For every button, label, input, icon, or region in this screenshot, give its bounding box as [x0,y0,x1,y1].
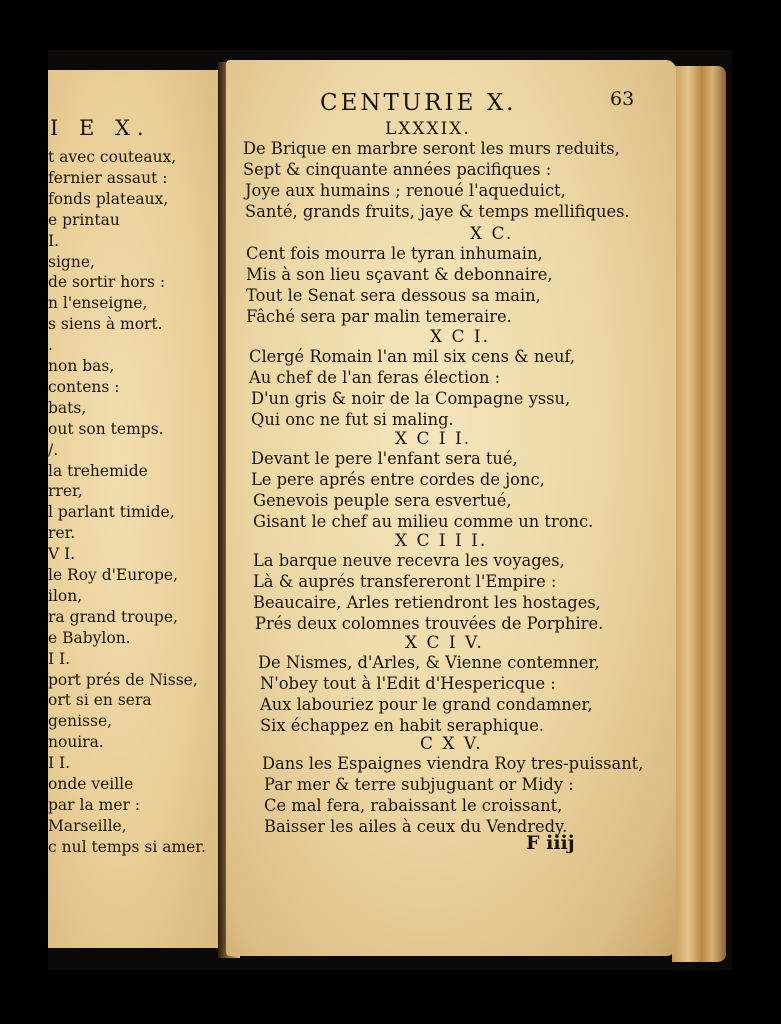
quatrain-number: LXXXIX. [385,119,471,139]
verse-line: Cent fois mourra le tyran inhumain, [246,244,543,263]
left-page-line: rrer, [48,482,83,501]
left-page-line: non bas, [48,357,115,375]
left-page-line: contens : [48,377,120,396]
page-edges [672,66,726,962]
verse-line: Là & auprés transfereront l'Empire : [253,572,557,591]
verse-line: La barque neuve recevra les voyages, [253,551,565,570]
left-page-line: I I. [48,649,71,668]
left-page-line: . [48,336,53,355]
verse-line: Par mer & terre subjuguant or Midy : [264,775,574,794]
left-page-line: par la mer : [48,795,141,814]
verse-line: Mis à son lieu sçavant & debonnaire, [246,265,553,284]
verse-line: Devant le pere l'enfant sera tué, [251,449,518,468]
left-page-line: n l'enseigne, [48,294,148,313]
verse-line: D'un gris & noir de la Compagne yssu, [251,389,571,408]
left-page [48,70,229,948]
printer-signature: F iiij [526,832,575,854]
left-page-line: V I. [48,545,76,564]
left-page-line: Marseille, [48,816,127,835]
verse-line: De Brique en marbre seront les murs reduits, [243,139,620,158]
left-page-line: e Babylon. [48,628,131,647]
verse-line: De Nismes, d'Arles, & Vienne contemner, [258,653,600,672]
verse-line: Le pere aprés entre cordes de jonc, [251,470,545,489]
verse-line: Beaucaire, Arles retiendront les hostages, [253,593,601,612]
verse-line: Clergé Romain l'an mil six cens & neuf, [249,347,576,366]
verse-line: Qui onc ne fut si maling. [251,410,454,429]
left-page-line: onde veille [48,775,134,793]
quatrain-number: X C I I. [395,429,472,449]
verse-line: Prés deux colomnes trouvées de Porphire. [255,614,604,633]
verse-line: Aux labouriez pour le grand condamner, [260,695,593,714]
verse-line: Fâché sera par malin temeraire. [246,307,512,326]
verse-line: Tout le Senat sera dessous sa main, [246,286,541,305]
left-page-title: I E X. [50,116,151,140]
quatrain-number: X C I V. [405,633,484,653]
left-page-line: I I. [48,754,71,773]
left-page-line: ra grand troupe, [48,607,178,626]
left-page-line: I. [48,231,60,250]
verse-line: Gisant le chef au milieu comme un tronc. [253,512,594,531]
verse-line: N'obey tout à l'Edit d'Hespericque : [260,674,556,693]
quatrain-number: X C. [470,224,514,244]
verse-line: Ce mal fera, rabaissant le croissant, [264,796,563,815]
left-page-line: fernier assaut : [48,168,168,187]
verse-line: Sept & cinquante années pacifiques : [243,160,552,179]
left-page-line: ort si en sera [48,691,152,710]
left-page-line: l parlant timide, [48,503,175,522]
verse-line: Santé, grands fruits, jaye & temps mellifiques. [245,202,630,221]
quatrain-number: C X V. [420,734,483,754]
left-page-line: rer. [48,524,76,543]
verse-line: Joye aux humains ; renoué l'aqueduict, [245,181,566,200]
page-number: 63 [610,88,635,110]
left-page-line: ilon, [48,586,83,605]
left-page-line: fonds plateaux, [48,189,169,208]
left-page-line: port prés de Nisse, [48,670,198,689]
verse-line: Dans les Espaignes viendra Roy tres-puissant, [262,754,644,773]
left-page-line: s siens à mort. [48,315,163,334]
left-page-line: de sortir hors : [48,273,166,292]
left-page-line: signe, [48,252,95,271]
verse-line: Genevois peuple sera esvertué, [253,491,512,510]
quatrain-number: X C I I I. [395,531,488,551]
page-header: CENTURIE X. [320,90,517,116]
verse-line: Au chef de l'an feras élection : [249,368,501,387]
left-page-line: le Roy d'Europe, [48,566,178,584]
left-page-line: bats, [48,398,87,417]
verse-line: Baisser les ailes à ceux du Vendredy. [264,817,568,836]
left-page-line: c nul temps si amer. [48,837,206,856]
left-page-line: /. [48,440,59,459]
left-page-line: la trehemide [48,461,148,480]
left-page-line: e printau [48,210,120,229]
left-page-line: genisse, [48,712,113,731]
left-page-line: t avec couteaux, [48,148,177,166]
verse-line: Six échappez en habit seraphique. [260,716,545,735]
left-page-line: nouira. [48,733,104,752]
left-page-line: out son temps. [48,419,164,438]
quatrain-number: X C I. [430,327,491,347]
